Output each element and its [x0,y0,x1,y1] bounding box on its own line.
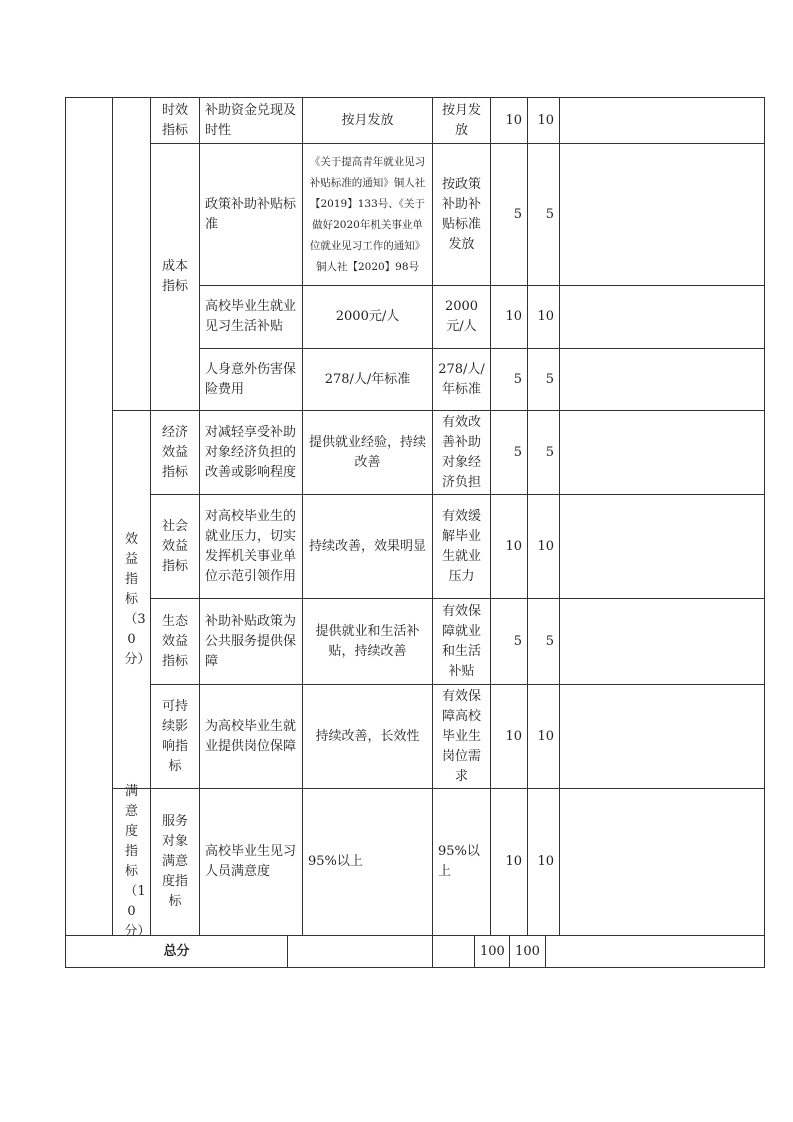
remark-cell [559,143,765,286]
target-cell-text: 按月发放 [441,102,481,138]
indicator-cell [199,788,303,936]
indicator-cell [199,143,303,286]
score-cell-text: 5 [545,371,554,387]
target-cell [432,410,491,495]
satisfaction-indicator-group: 满意度指标（10分） [112,788,151,936]
indicator-cell [199,598,303,685]
target-cell-text: 2000元/人 [444,299,479,334]
target-cell [432,684,491,789]
total-empty-cell [432,935,475,968]
indicator-cell-text: 高校毕业生就业见习生活补贴 [205,299,297,334]
weight-cell [490,143,528,286]
target-cell [432,97,491,144]
indicator-cell-text: 补助资金兑现及时性 [205,102,297,138]
category-cell: 经济效益指标 [150,410,200,495]
score-cell-text: 10 [537,112,554,128]
total-weight: 100 [474,935,510,968]
target-cell [432,598,491,685]
weight-cell [490,410,528,495]
total-score: 100 [509,935,546,968]
category-cell: 时效指标 [150,97,200,144]
score-cell-text: 5 [545,444,554,460]
value-cell [302,410,433,495]
target-cell-text: 95%以上 [438,844,480,879]
value-cell [302,143,433,286]
score-cell [527,97,560,144]
remark-cell [559,788,765,936]
target-cell [432,285,491,349]
level2-cell [112,97,151,411]
target-cell-text: 有效保障高校毕业生岗位需求 [441,688,481,784]
score-cell [527,285,560,349]
weight-cell-text: 10 [505,309,522,324]
total-label: 总分 [65,935,288,968]
weight-cell-text: 5 [513,633,522,649]
weight-cell [490,598,528,685]
weight-cell-text: 10 [505,538,522,554]
target-cell [432,348,491,411]
value-cell-text: 提供就业经验，持续改善 [308,434,426,470]
value-cell [302,97,433,144]
target-cell-text: 有效保障就业和生活补贴 [441,603,481,679]
value-cell [302,684,433,789]
weight-cell-text: 5 [513,444,522,460]
target-cell [432,143,491,286]
level1-cell [65,97,113,936]
score-cell [527,788,560,936]
indicator-cell-text: 为高校毕业生就业提供岗位保障 [205,718,297,754]
remark-cell [559,598,765,685]
weight-cell-text: 10 [505,854,522,869]
value-cell [302,598,433,685]
indicator-cell [199,494,303,599]
target-cell-text: 按政策补助补贴标准发放 [441,176,481,252]
target-cell-text: 278/人/年标准 [438,361,485,397]
weight-cell [490,494,528,599]
indicator-cell-text: 政策补助补贴标准 [205,196,297,232]
weight-cell [490,788,528,936]
target-cell-text: 有效缓解毕业生就业压力 [441,508,481,584]
value-cell-text: 2000元/人 [335,309,400,324]
benefit-indicator-group: 效益指标（30分） [112,410,151,789]
remark-cell [559,348,765,411]
target-cell [432,788,491,936]
score-cell-text: 10 [537,309,554,324]
score-cell-text: 10 [537,854,554,869]
score-cell-text: 10 [537,538,554,554]
weight-cell [490,285,528,349]
weight-cell [490,684,528,789]
remark-cell [559,684,765,789]
value-cell-text: 《关于提高青年就业见习补贴标准的通知》铜人社【2019】133号、《关于做好2020年机关事业单位就业见习工作的通知》铜人社【2020】98号 [309,155,426,273]
total-empty-cell [287,935,433,968]
weight-cell-text: 5 [513,371,522,387]
remark-cell [559,97,765,144]
value-cell-text: 按月发放 [341,112,394,128]
remark-cell [559,494,765,599]
value-cell-text: 278/人/年标准 [324,371,411,387]
score-cell-text: 10 [537,728,554,744]
score-cell [527,598,560,685]
category-cell: 社会效益指标 [150,494,200,599]
weight-cell [490,348,528,411]
score-cell-text: 5 [545,633,554,649]
value-cell [302,494,433,599]
category-cell: 服务对象满意度指标 [150,788,200,936]
category-cell: 生态效益指标 [150,598,200,685]
target-cell [432,494,491,599]
value-cell-text: 持续改善，效果明显 [308,538,426,554]
weight-cell [490,97,528,144]
value-cell-text: 95%以上 [308,854,363,869]
weight-cell-text: 5 [513,206,522,222]
weight-cell-text: 10 [505,112,522,128]
target-cell-text: 有效改善补助对象经济负担 [441,414,481,490]
indicator-cell [199,348,303,411]
value-cell [302,285,433,349]
indicator-cell-text: 对高校毕业生的就业压力，切实发挥机关事业单位示范引领作用 [205,508,297,584]
value-cell-text: 持续改善，长效性 [315,728,420,744]
value-cell-text: 提供就业和生活补贴，持续改善 [315,623,420,659]
indicator-cell-text: 高校毕业生见习人员满意度 [205,844,297,879]
indicator-cell-text: 人身意外伤害保险费用 [205,361,297,397]
score-cell [527,684,560,789]
score-cell [527,410,560,495]
value-cell [302,348,433,411]
indicator-cell-text: 对减轻享受补助对象经济负担的改善或影响程度 [205,424,297,480]
indicator-cell-text: 补助补贴政策为公共服务提供保障 [205,613,297,669]
weight-cell-text: 10 [505,728,522,744]
indicator-cell [199,97,303,144]
score-cell [527,494,560,599]
indicator-cell [199,684,303,789]
score-cell [527,143,560,286]
remark-cell [559,410,765,495]
score-cell-text: 5 [545,206,554,222]
value-cell [302,788,433,936]
score-cell [527,348,560,411]
total-empty-cell [545,935,765,968]
indicator-cell [199,285,303,349]
indicator-cell [199,410,303,495]
category-cell: 可持续影响指标 [150,684,200,789]
remark-cell [559,285,765,349]
cost-indicator-group: 成本指标 [150,143,200,411]
